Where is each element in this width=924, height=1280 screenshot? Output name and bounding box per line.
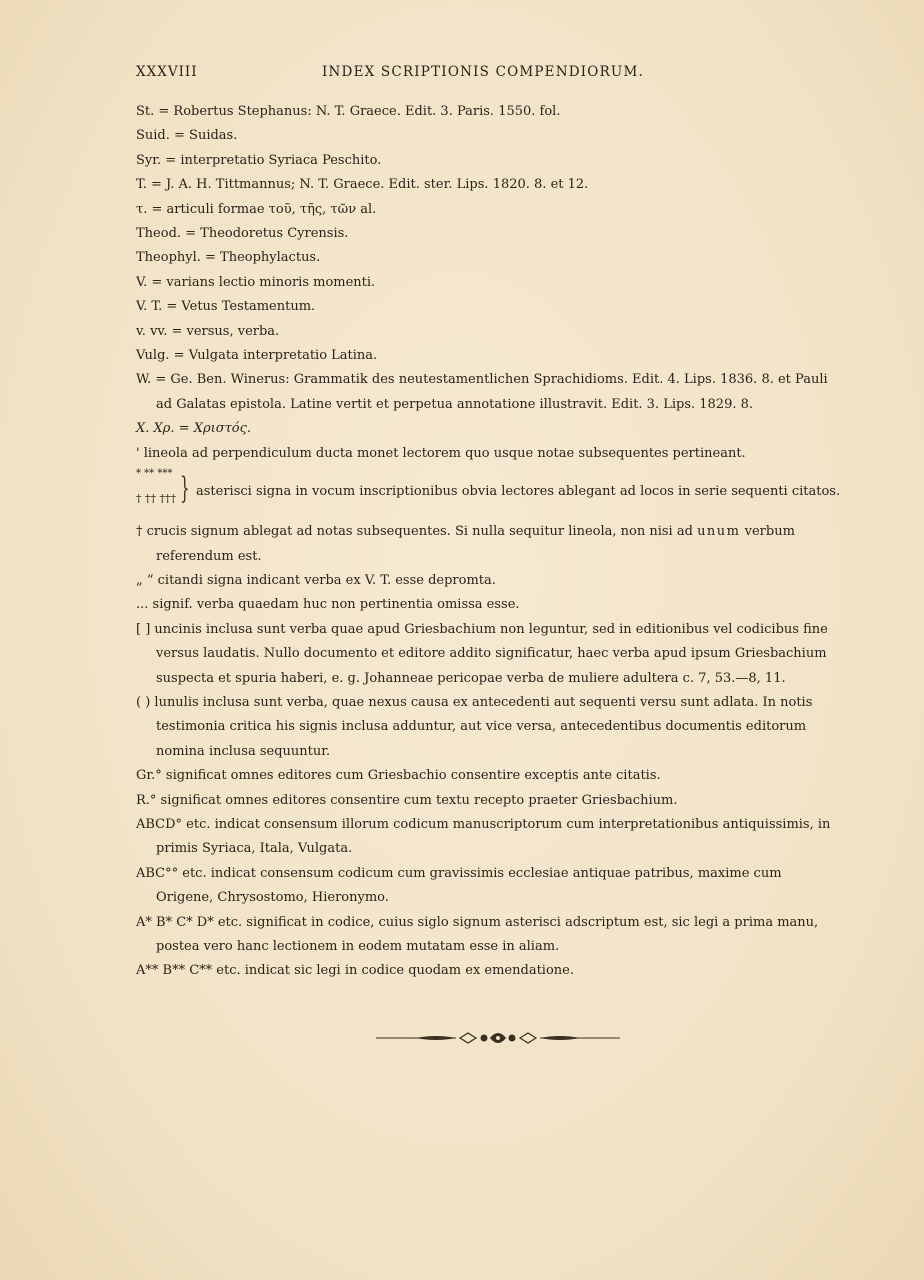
crucis-text-c: verbum referendum est. xyxy=(156,524,795,564)
abbreviation-list xyxy=(136,100,841,984)
entry-emendatione: A** B** C** etc. indicat sic legi in codice quodam ex emendatione. xyxy=(136,963,574,979)
dagger-signs: † †† ††† xyxy=(136,492,176,506)
entry-tittmannus: T. = J. A. H. Tittmannus; N. T. Graece. Edit. ster. Lips. 1820. 8. et 12. xyxy=(136,177,589,193)
entry-theophylactus: Theophyl. = Theophylactus. xyxy=(136,250,321,266)
entry-uncinis: [ ] uncinis inclusa sunt verba quae apud Griesbachium non leguntur, sed in editionibus vel codicibus fine versus laudatis. Nullo documento et editore addito significatur, haec verba apud ipsum Griesbachium suspecta et spuria haberi, e. g. Johanneae pericopae verba de muliere adultera c. 7, 53.—8, 11. xyxy=(136,621,828,686)
entry-vetus-testamentum: V. T. = Vetus Testamentum. xyxy=(136,299,316,315)
crucis-text-a: † crucis signum ablegat ad notas subsequentes. Si nulla sequitur lineola, non nisi ad xyxy=(136,524,698,540)
crucis-text-emphasis: unum xyxy=(697,524,741,540)
entry-vulgata: Vulg. = Vulgata interpretatio Latina. xyxy=(136,348,378,364)
entry-varians: V. = varians lectio minoris momenti. xyxy=(136,274,376,290)
entry-griesbachio: Gr.° significat omnes editores cum Griesbachio consentire exceptis ante citatis. xyxy=(136,768,661,784)
entry-textu-recepto: R.° significat omnes editores consentire cum textu recepto praeter Griesbachium. xyxy=(136,792,678,808)
asterisk-explanation: asterisci signa in vocum inscriptionibus obvia lectores ablegant ad locos in serie sequenti citatos. xyxy=(196,484,841,500)
entry-stephanus: St. = Robertus Stephanus: N. T. Graece. Edit. 3. Paris. 1550. fol. xyxy=(136,104,561,119)
entry-versus: v. vv. = versus, verba. xyxy=(136,323,280,339)
entry-christos: X. Χρ. = Χριστός. xyxy=(136,421,252,437)
asterisk-entry xyxy=(136,468,841,518)
entry-citandi: „ “ citandi signa indicant verba ex V. T. esse depromta. xyxy=(136,572,496,588)
brace-icon: } xyxy=(180,471,190,507)
entry-theodoretus: Theod. = Theodoretus Cyrensis. xyxy=(136,226,349,242)
entry-omissa: ... signif. verba quaedam huc non pertinentia omissa esse. xyxy=(136,597,520,613)
entry-winerus: W. = Ge. Ben. Winerus: Grammatik des neutestamentlichen Sprachidioms. Edit. 4. Lips. 1836. 8. et Pauli ad Galatas epistola. Latine vertit et perpetua annotatione illustravit. Edit. 3. Lips. 1829. 8. xyxy=(136,372,828,412)
page-title: INDEX SCRIPTIONIS COMPENDIORUM. xyxy=(322,64,645,80)
entry-abc-patribus: ABC°° etc. indicat consensum codicum cum gravissimis ecclesiae antiquae patribus, maxime cum Origene, Chrysostomo, Hieronymo. xyxy=(136,865,782,906)
page-header xyxy=(136,64,832,84)
asterisk-signs: * ** *** xyxy=(136,468,173,480)
page-number: XXXVIII xyxy=(136,64,198,80)
entry-prima-manu: A* B* C* D* etc. significat in codice, cuius siglo signum asterisci adscriptum est, sic legi a prima manu, postea vero hanc lectionem in eodem mutatam esse in aliam. xyxy=(136,914,819,954)
entry-suidas: Suid. = Suidas. xyxy=(136,128,238,144)
entry-articuli: τ. = articuli formae τοῦ, τῆς, τῶν al. xyxy=(136,201,377,217)
entry-crucis xyxy=(136,520,836,569)
entry-lineola: ' lineola ad perpendiculum ducta monet lectorem quo usque notae subsequentes pertineant. xyxy=(136,445,746,461)
entry-abcd: ABCD° etc. indicat consensum illorum codicum manuscriptorum cum interpretationibus antiquissimis, in primis Syriaca, Itala, Vulgata. xyxy=(136,816,831,857)
ornament-icon xyxy=(376,1028,620,1048)
entry-lunulis: ( ) lunulis inclusa sunt verba, quae nexus causa ex antecedenti aut sequenti versu sunt adlata. In notis testimonia critica his signis inclusa adduntur, aut vice versa, antecedentibus documentis editorum nomina inclusa sequuntur. xyxy=(136,694,813,759)
entry-syriaca: Syr. = interpretatio Syriaca Peschito. xyxy=(136,152,382,168)
